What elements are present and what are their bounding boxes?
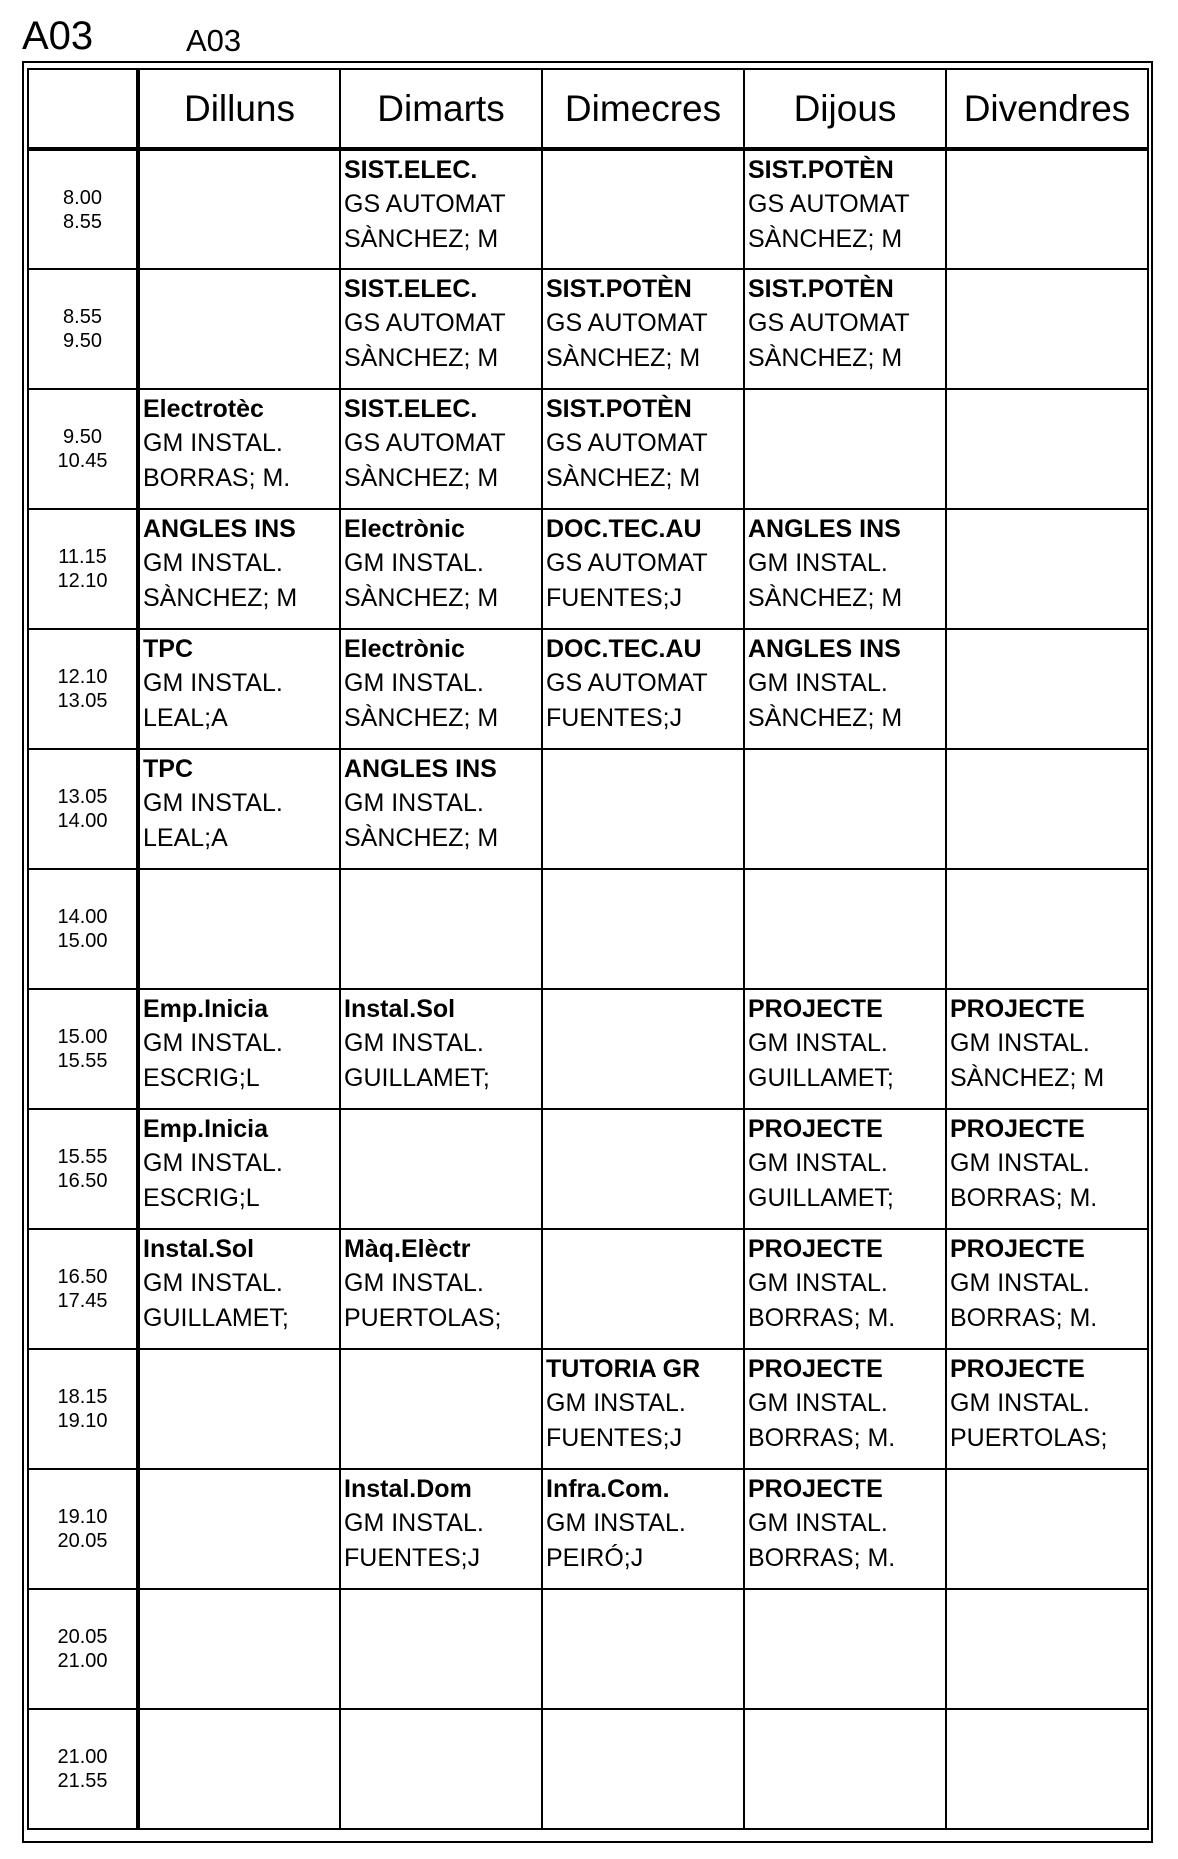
group-label: GM INSTAL. <box>748 1149 888 1177</box>
empty-cell <box>946 509 1148 629</box>
subject-label: Emp.Inicia <box>143 995 269 1023</box>
time-slot-cell <box>28 269 138 389</box>
table-row <box>28 149 1148 269</box>
subject-label: PROJECTE <box>748 1475 883 1503</box>
subject-label: DOC.TEC.AU <box>546 515 702 543</box>
class-cell <box>744 509 946 629</box>
time-end: 16.50 <box>57 1170 108 1192</box>
group-label: GM INSTAL. <box>950 1149 1090 1177</box>
empty-cell <box>542 149 744 269</box>
empty-cell <box>946 869 1148 989</box>
class-cell <box>744 269 946 389</box>
class-cell <box>340 749 542 869</box>
class-cell <box>744 1349 946 1469</box>
empty-cell <box>138 1709 340 1829</box>
empty-cell <box>340 1709 542 1829</box>
class-cell <box>138 509 340 629</box>
subject-label: SIST.ELEC. <box>344 275 478 303</box>
time-end: 9.50 <box>63 330 102 352</box>
subject-label: DOC.TEC.AU <box>546 635 702 663</box>
table-row <box>28 269 1148 389</box>
time-start: 12.10 <box>57 666 108 688</box>
class-cell <box>138 1229 340 1349</box>
group-label: GM INSTAL. <box>748 1509 888 1537</box>
group-label: GS AUTOMAT <box>748 309 910 337</box>
class-cell <box>542 269 744 389</box>
time-slot-cell <box>28 749 138 869</box>
group-label: GM INSTAL. <box>344 669 484 697</box>
teacher-label: SÀNCHEZ; M <box>748 704 903 732</box>
time-end: 10.45 <box>57 450 108 472</box>
table-row <box>28 749 1148 869</box>
class-cell <box>744 989 946 1109</box>
subject-label: SIST.ELEC. <box>344 156 478 184</box>
day-header-friday: Divendres <box>946 69 1148 149</box>
time-end: 19.10 <box>57 1410 108 1432</box>
empty-cell <box>138 869 340 989</box>
time-slot-cell <box>28 389 138 509</box>
subject-label: Electrònic <box>344 515 465 543</box>
class-cell <box>340 149 542 269</box>
time-end: 14.00 <box>57 810 108 832</box>
subject-label: Electrònic <box>344 635 465 663</box>
class-cell <box>542 1349 744 1469</box>
empty-cell <box>946 389 1148 509</box>
empty-cell <box>542 1109 744 1229</box>
class-cell <box>138 629 340 749</box>
group-label: GS AUTOMAT <box>344 429 506 457</box>
class-cell <box>744 1229 946 1349</box>
time-start: 11.15 <box>58 546 107 568</box>
teacher-label: SÀNCHEZ; M <box>344 704 499 732</box>
teacher-label: FUENTES;J <box>546 1424 683 1452</box>
table-row <box>28 629 1148 749</box>
teacher-label: SÀNCHEZ; M <box>748 584 903 612</box>
class-cell <box>744 1469 946 1589</box>
class-cell <box>340 509 542 629</box>
group-label: GM INSTAL. <box>546 1389 686 1417</box>
empty-cell <box>542 1589 744 1709</box>
subject-label: SIST.POTÈN <box>748 156 894 184</box>
group-label: GM INSTAL. <box>748 669 888 697</box>
group-label: GS AUTOMAT <box>546 549 708 577</box>
teacher-label: BORRAS; M. <box>143 464 291 492</box>
teacher-label: SÀNCHEZ; M <box>143 584 298 612</box>
empty-cell <box>946 1469 1148 1589</box>
empty-cell <box>744 389 946 509</box>
teacher-label: SÀNCHEZ; M <box>344 584 499 612</box>
subject-label: PROJECTE <box>748 1235 883 1263</box>
empty-cell <box>542 1709 744 1829</box>
time-start: 8.55 <box>63 306 102 328</box>
empty-cell <box>946 629 1148 749</box>
header-row <box>28 69 1148 149</box>
empty-cell <box>340 1349 542 1469</box>
group-label: GM INSTAL. <box>546 1509 686 1537</box>
page-title: A03 <box>22 14 94 58</box>
group-label: GM INSTAL. <box>143 789 283 817</box>
time-start: 18.15 <box>57 1386 108 1408</box>
group-label: GS AUTOMAT <box>344 309 506 337</box>
time-start: 16.50 <box>57 1266 108 1288</box>
empty-cell <box>138 269 340 389</box>
time-end: 13.05 <box>57 690 108 712</box>
time-slot-cell <box>28 149 138 269</box>
subject-label: ANGLES INS <box>344 755 497 783</box>
teacher-label: BORRAS; M. <box>950 1304 1098 1332</box>
time-start: 15.00 <box>57 1026 108 1048</box>
teacher-label: PEIRÓ;J <box>546 1544 644 1572</box>
teacher-label: SÀNCHEZ; M <box>546 344 701 372</box>
time-slot-cell <box>28 629 138 749</box>
teacher-label: SÀNCHEZ; M <box>546 464 701 492</box>
class-cell <box>138 389 340 509</box>
empty-cell <box>744 869 946 989</box>
teacher-label: ESCRIG;L <box>143 1064 260 1092</box>
subject-label: SIST.POTÈN <box>546 275 692 303</box>
subject-label: SIST.POTÈN <box>546 395 692 423</box>
teacher-label: GUILLAMET; <box>748 1184 894 1212</box>
group-label: GS AUTOMAT <box>748 190 910 218</box>
timetable-body <box>28 149 1148 1829</box>
day-header-tuesday: Dimarts <box>340 69 542 149</box>
time-end: 21.55 <box>57 1770 108 1792</box>
time-slot-cell <box>28 989 138 1109</box>
empty-cell <box>138 149 340 269</box>
subject-label: Infra.Com. <box>546 1475 670 1503</box>
group-label: GM INSTAL. <box>143 1149 283 1177</box>
subject-label: TUTORIA GR <box>546 1355 701 1383</box>
teacher-label: BORRAS; M. <box>748 1304 896 1332</box>
group-label: GS AUTOMAT <box>344 190 506 218</box>
subject-label: SIST.ELEC. <box>344 395 478 423</box>
group-label: GS AUTOMAT <box>546 429 708 457</box>
subject-label: PROJECTE <box>950 1355 1085 1383</box>
teacher-label: PUERTOLAS; <box>344 1304 502 1332</box>
class-cell <box>946 1229 1148 1349</box>
group-label: GM INSTAL. <box>748 1269 888 1297</box>
empty-cell <box>138 1349 340 1469</box>
empty-cell <box>340 869 542 989</box>
group-label: GM INSTAL. <box>143 549 283 577</box>
teacher-label: SÀNCHEZ; M <box>950 1064 1105 1092</box>
subject-label: Instal.Sol <box>344 995 456 1023</box>
empty-cell <box>744 749 946 869</box>
class-cell <box>138 989 340 1109</box>
time-end: 17.45 <box>57 1290 108 1312</box>
subject-label: TPC <box>143 755 193 783</box>
group-label: GS AUTOMAT <box>546 669 708 697</box>
teacher-label: SÀNCHEZ; M <box>344 824 499 852</box>
time-end: 8.55 <box>63 210 102 233</box>
teacher-label: SÀNCHEZ; M <box>344 344 499 372</box>
teacher-label: SÀNCHEZ; M <box>344 464 499 492</box>
teacher-label: SÀNCHEZ; M <box>748 225 903 253</box>
group-label: GM INSTAL. <box>344 1269 484 1297</box>
group-label: GM INSTAL. <box>143 1029 283 1057</box>
subject-label: PROJECTE <box>950 995 1085 1023</box>
teacher-label: PUERTOLAS; <box>950 1424 1108 1452</box>
teacher-label: LEAL;A <box>143 824 228 852</box>
time-start: 19.10 <box>57 1506 108 1528</box>
corner-cell <box>28 69 138 149</box>
teacher-label: BORRAS; M. <box>950 1184 1098 1212</box>
time-end: 20.05 <box>57 1530 108 1552</box>
teacher-label: FUENTES;J <box>344 1544 481 1572</box>
subject-label: PROJECTE <box>748 995 883 1023</box>
group-label: GM INSTAL. <box>143 669 283 697</box>
group-label: GM INSTAL. <box>950 1389 1090 1417</box>
group-label: GM INSTAL. <box>950 1269 1090 1297</box>
table-row <box>28 1709 1148 1829</box>
table-row <box>28 869 1148 989</box>
day-header-wednesday: Dimecres <box>542 69 744 149</box>
group-label: GM INSTAL. <box>344 789 484 817</box>
table-row <box>28 509 1148 629</box>
group-label: GM INSTAL. <box>748 1389 888 1417</box>
subject-label: TPC <box>143 635 193 663</box>
class-cell <box>542 629 744 749</box>
teacher-label: BORRAS; M. <box>748 1544 896 1572</box>
class-cell <box>340 1469 542 1589</box>
page-subtitle: A03 <box>186 23 242 58</box>
time-slot-cell <box>28 1349 138 1469</box>
class-cell <box>138 1109 340 1229</box>
time-end: 15.00 <box>57 930 108 952</box>
day-header-monday: Dilluns <box>138 69 340 149</box>
teacher-label: SÀNCHEZ; M <box>748 344 903 372</box>
time-start: 14.00 <box>57 906 108 928</box>
time-end: 15.55 <box>57 1050 108 1072</box>
time-slot-cell <box>28 1709 138 1829</box>
teacher-label: FUENTES;J <box>546 584 683 612</box>
subject-label: Electrotèc <box>143 395 264 423</box>
empty-cell <box>340 1109 542 1229</box>
class-cell <box>946 989 1148 1109</box>
teacher-label: GUILLAMET; <box>143 1304 289 1332</box>
subject-label: SIST.POTÈN <box>748 275 894 303</box>
table-row <box>28 989 1148 1109</box>
group-label: GM INSTAL. <box>344 1509 484 1537</box>
table-row <box>28 1469 1148 1589</box>
time-slot-cell <box>28 509 138 629</box>
time-start: 8.00 <box>63 186 102 209</box>
empty-cell <box>946 1589 1148 1709</box>
subject-label: Instal.Sol <box>143 1235 255 1263</box>
subject-label: Emp.Inicia <box>143 1115 269 1143</box>
empty-cell <box>542 1229 744 1349</box>
empty-cell <box>138 1469 340 1589</box>
class-cell <box>340 989 542 1109</box>
teacher-label: SÀNCHEZ; M <box>344 225 499 253</box>
time-slot-cell <box>28 869 138 989</box>
time-slot-cell <box>28 1469 138 1589</box>
group-label: GM INSTAL. <box>344 549 484 577</box>
time-slot-cell <box>28 1109 138 1229</box>
group-label: GM INSTAL. <box>748 1029 888 1057</box>
empty-cell <box>542 869 744 989</box>
time-slot-cell <box>28 1229 138 1349</box>
table-row <box>28 1349 1148 1469</box>
time-start: 21.00 <box>57 1746 108 1768</box>
table-row <box>28 1229 1148 1349</box>
subject-label: ANGLES INS <box>143 515 296 543</box>
teacher-label: ESCRIG;L <box>143 1184 260 1212</box>
time-end: 21.00 <box>57 1650 108 1672</box>
empty-cell <box>138 1589 340 1709</box>
time-slot-cell <box>28 1589 138 1709</box>
class-cell <box>946 1109 1148 1229</box>
empty-cell <box>946 749 1148 869</box>
subject-label: PROJECTE <box>748 1355 883 1383</box>
teacher-label: FUENTES;J <box>546 704 683 732</box>
teacher-label: LEAL;A <box>143 704 228 732</box>
group-label: GS AUTOMAT <box>546 309 708 337</box>
class-cell <box>542 389 744 509</box>
class-cell <box>340 1229 542 1349</box>
empty-cell <box>340 1589 542 1709</box>
group-label: GM INSTAL. <box>950 1029 1090 1057</box>
class-cell <box>744 149 946 269</box>
time-start: 20.05 <box>57 1626 108 1648</box>
empty-cell <box>946 149 1148 269</box>
timetable <box>27 68 1149 1830</box>
class-cell <box>340 629 542 749</box>
class-cell <box>138 749 340 869</box>
subject-label: PROJECTE <box>950 1235 1085 1263</box>
empty-cell <box>946 269 1148 389</box>
empty-cell <box>542 989 744 1109</box>
group-label: GM INSTAL. <box>748 549 888 577</box>
class-cell <box>542 509 744 629</box>
class-cell <box>340 389 542 509</box>
time-start: 15.55 <box>57 1146 108 1168</box>
time-start: 13.05 <box>57 786 108 808</box>
teacher-label: GUILLAMET; <box>344 1064 490 1092</box>
teacher-label: GUILLAMET; <box>748 1064 894 1092</box>
table-row <box>28 1589 1148 1709</box>
class-cell <box>744 1109 946 1229</box>
table-row <box>28 1109 1148 1229</box>
subject-label: PROJECTE <box>950 1115 1085 1143</box>
group-label: GM INSTAL. <box>143 429 283 457</box>
time-start: 9.50 <box>63 426 102 448</box>
empty-cell <box>946 1709 1148 1829</box>
group-label: GM INSTAL. <box>143 1269 283 1297</box>
day-header-thursday: Dijous <box>744 69 946 149</box>
class-cell <box>542 1469 744 1589</box>
time-end: 12.10 <box>57 570 108 592</box>
subject-label: PROJECTE <box>748 1115 883 1143</box>
empty-cell <box>744 1589 946 1709</box>
group-label: GM INSTAL. <box>344 1029 484 1057</box>
class-cell <box>946 1349 1148 1469</box>
class-cell <box>744 629 946 749</box>
subject-label: ANGLES INS <box>748 635 901 663</box>
subject-label: Màq.Elèctr <box>344 1235 471 1263</box>
subject-label: ANGLES INS <box>748 515 901 543</box>
table-row <box>28 389 1148 509</box>
subject-label: Instal.Dom <box>344 1475 472 1503</box>
teacher-label: BORRAS; M. <box>748 1424 896 1452</box>
class-cell <box>340 269 542 389</box>
empty-cell <box>542 749 744 869</box>
empty-cell <box>744 1709 946 1829</box>
